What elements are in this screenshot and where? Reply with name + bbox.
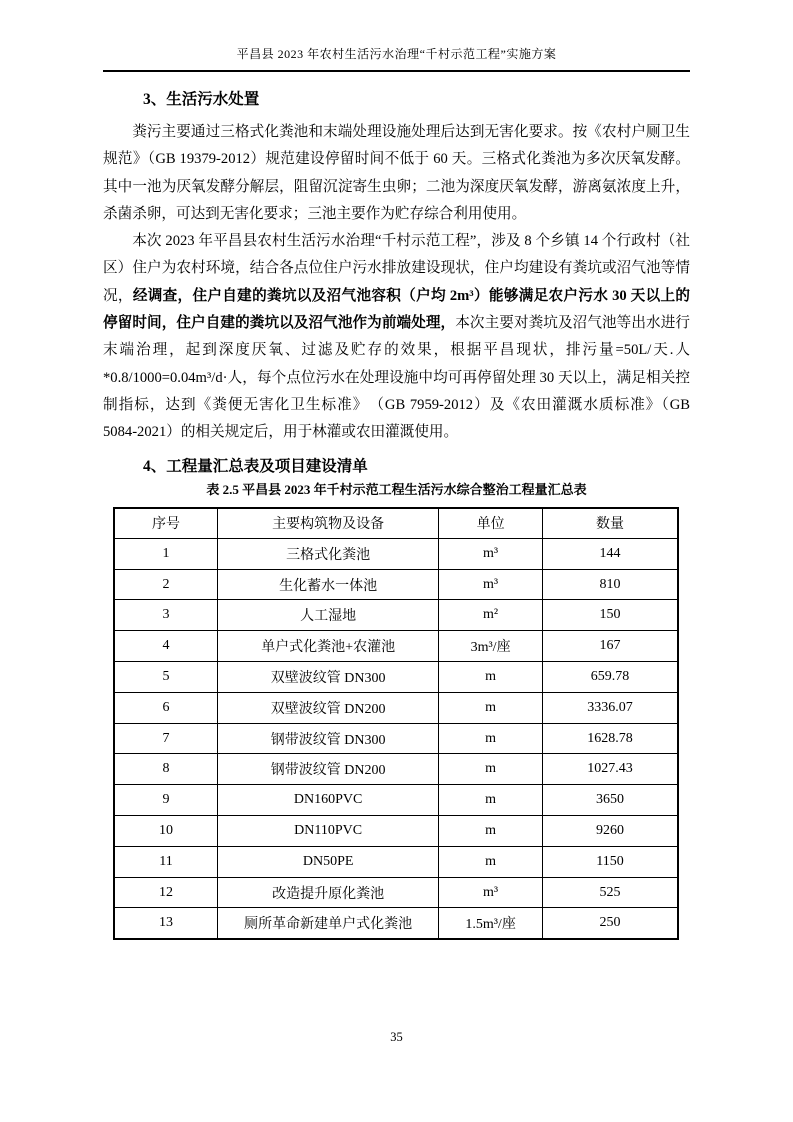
unit-cell: m² — [439, 600, 543, 631]
unit-cell: m³ — [439, 538, 543, 569]
paragraph-project-scope — [103, 228, 690, 446]
quantity-cell: 3650 — [542, 785, 678, 816]
table-row — [114, 723, 678, 754]
document-content — [103, 0, 690, 940]
row-index-cell: 7 — [114, 723, 218, 754]
table-row — [114, 754, 678, 785]
item-name-cell: 人工湿地 — [218, 600, 439, 631]
section-4-heading — [143, 456, 690, 477]
table-column-header: 单位 — [439, 508, 543, 539]
unit-cell: m — [439, 662, 543, 693]
unit-cell: m — [439, 846, 543, 877]
table-row — [114, 538, 678, 569]
page-number: 35 — [390, 1030, 403, 1044]
row-index-cell: 11 — [114, 846, 218, 877]
row-index-cell: 8 — [114, 754, 218, 785]
item-name-cell: 三格式化粪池 — [218, 538, 439, 569]
table-column-header: 数量 — [542, 508, 678, 539]
paragraph-segment: 本次主要对粪坑及沼气池等出水进行末端治理，起到深度厌氧、过滤及贮存的效果，根据平昌现状，排污量=50L/天.人*0.8/1000=0.04m³/d·人，每个点位污水在处理设施中均可再停留处理 30 天以上，满足相关控制指标，达到《粪便无害化卫生标准》 （GB 7959-2012）及《农田灌溉水质标准》（GB 5084-2021）的相关规定后，用于林灌或农田灌溉使用。 — [103, 315, 690, 441]
section-3-heading — [143, 89, 690, 110]
table-row — [114, 908, 678, 939]
item-name-cell: 厕所革命新建单户式化粪池 — [218, 908, 439, 939]
table-row — [114, 631, 678, 662]
table-row — [114, 816, 678, 847]
table-row — [114, 569, 678, 600]
quantity-cell: 1027.43 — [542, 754, 678, 785]
unit-cell: m — [439, 754, 543, 785]
item-name-cell: DN110PVC — [218, 816, 439, 847]
row-index-cell: 9 — [114, 785, 218, 816]
row-index-cell: 13 — [114, 908, 218, 939]
quantity-cell: 144 — [542, 538, 678, 569]
item-name-cell: 生化蓄水一体池 — [218, 569, 439, 600]
paragraph-segment-bold: 经调查，住户自建的粪坑以及沼气池容积（户均 2m³）能够满足农户污水 30 天以上的停留时间，住户自建的粪坑以及沼气池作为前端处理， — [103, 287, 690, 332]
quantity-cell: 167 — [542, 631, 678, 662]
row-index-cell: 5 — [114, 662, 218, 693]
quantity-cell: 525 — [542, 877, 678, 908]
item-name-cell: 钢带波纹管 DN300 — [218, 723, 439, 754]
table-row — [114, 877, 678, 908]
summary-table-header-row — [114, 508, 678, 539]
quantity-cell: 810 — [542, 569, 678, 600]
table-row — [114, 785, 678, 816]
quantity-cell: 1628.78 — [542, 723, 678, 754]
table-column-header: 主要构筑物及设备 — [218, 508, 439, 539]
paragraph-sewage-treatment: 粪污主要通过三格式化粪池和末端处理设施处理后达到无害化要求。按《农村户厕卫生规范》（GB 19379-2012）规范建设停留时间不低于 60 天。三格式化粪池为多次厌氧发酵。其中一池为厌氧发酵分解层，阻留沉淀寄生虫卵；二池为深度厌氧发酵，游离氨浓度上升，杀菌杀卵，可达到无害化要求；三池主要作为贮存综合利用使用。 — [103, 124, 690, 222]
quantity-cell: 3336.07 — [542, 692, 678, 723]
row-index-cell: 1 — [114, 538, 218, 569]
unit-cell: 1.5m³/座 — [439, 908, 543, 939]
unit-cell: m — [439, 692, 543, 723]
item-name-cell: 钢带波纹管 DN200 — [218, 754, 439, 785]
table-row — [114, 846, 678, 877]
quantity-cell: 9260 — [542, 816, 678, 847]
unit-cell: m³ — [439, 877, 543, 908]
row-index-cell: 10 — [114, 816, 218, 847]
summary-table-body — [114, 538, 678, 938]
table-caption: 表 2.5 平昌县 2023 年千村示范工程生活污水综合整治工程量汇总表 — [206, 481, 587, 497]
unit-cell: 3m³/座 — [439, 631, 543, 662]
section-3-title: 生活污水处置 — [166, 91, 260, 108]
table-row — [114, 600, 678, 631]
row-index-cell: 3 — [114, 600, 218, 631]
row-index-cell: 12 — [114, 877, 218, 908]
row-index-cell: 2 — [114, 569, 218, 600]
quantity-cell: 250 — [542, 908, 678, 939]
section-4-number: 4、 — [143, 457, 167, 475]
quantity-cell: 1150 — [542, 846, 678, 877]
row-index-cell: 4 — [114, 631, 218, 662]
item-name-cell: 改造提升原化粪池 — [218, 877, 439, 908]
item-name-cell: 双壁波纹管 DN200 — [218, 692, 439, 723]
item-name-cell: 双壁波纹管 DN300 — [218, 662, 439, 693]
section-3-number: 3、 — [143, 91, 167, 108]
item-name-cell: DN160PVC — [218, 785, 439, 816]
item-name-cell: 单户式化粪池+农灌池 — [218, 631, 439, 662]
table-row — [114, 692, 678, 723]
unit-cell: m — [439, 785, 543, 816]
unit-cell: m — [439, 723, 543, 754]
table-row — [114, 662, 678, 693]
quantity-summary-table — [113, 507, 679, 940]
page-header-title: 平昌县 2023 年农村生活污水治理“千村示范工程”实施方案 — [236, 47, 557, 61]
table-column-header: 序号 — [114, 508, 218, 539]
unit-cell: m³ — [439, 569, 543, 600]
header-rule — [103, 70, 690, 72]
unit-cell: m — [439, 816, 543, 847]
paragraph-segment: 本次 2023 年平昌县农村生活污水治理“千村示范工程”，涉及 8 个乡镇 14 个行政村（社区）住户为农村环境，结合各点位住户污水排放建设现状，住户均建设有粪坑或沼气池等情况， — [103, 233, 690, 304]
item-name-cell: DN50PE — [218, 846, 439, 877]
row-index-cell: 6 — [114, 692, 218, 723]
quantity-cell: 150 — [542, 600, 678, 631]
quantity-cell: 659.78 — [542, 662, 678, 693]
section-4-title: 工程量汇总表及项目建设清单 — [166, 457, 368, 475]
